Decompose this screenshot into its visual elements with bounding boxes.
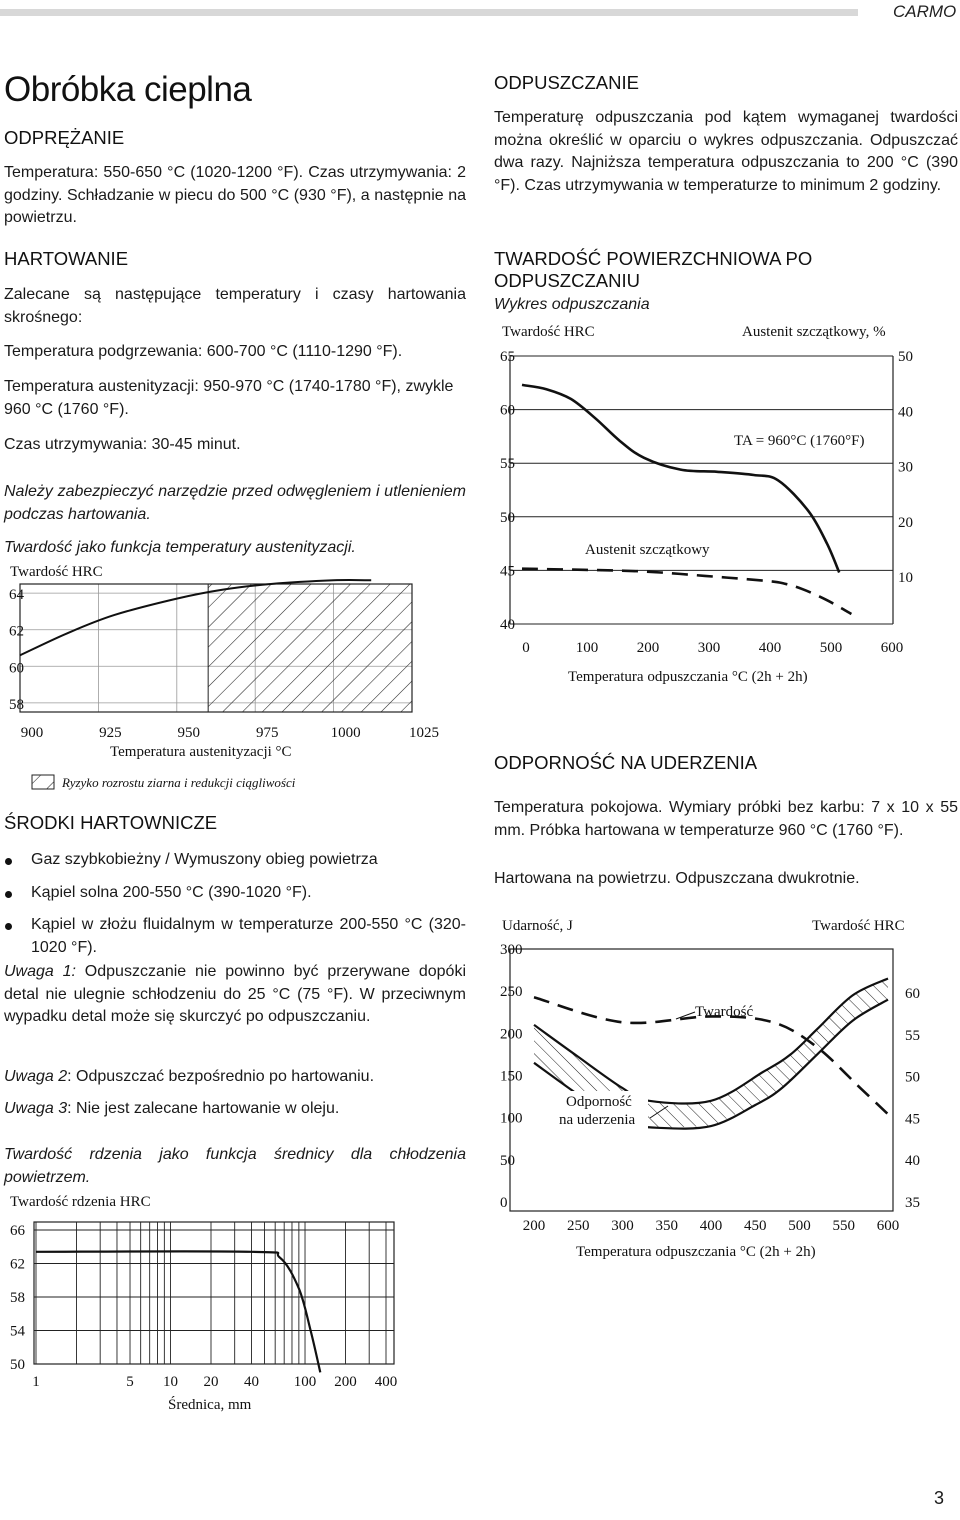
c2-ytick: 65	[500, 349, 515, 365]
c3-xtick: 250	[567, 1218, 590, 1234]
bullet-dot	[5, 858, 12, 865]
note-1	[4, 961, 466, 1029]
c4-xlabel: Średnica, mm	[168, 1397, 252, 1413]
c3-xtick: 550	[832, 1218, 855, 1234]
c4-xtick: 200	[334, 1374, 357, 1390]
c2-ytick: 60	[500, 402, 515, 419]
c2-xlabel: Temperatura odpuszczania °C (2h + 2h)	[568, 669, 808, 685]
c3-impact-label-2: na uderzenia	[559, 1112, 636, 1128]
note-3-label: Uwaga 3	[4, 1100, 68, 1117]
bullet-dot	[5, 891, 12, 898]
austenitizing-chart	[0, 558, 470, 800]
impact-text-2: Hartowana na powietrzu. Odpuszczana dwukrotnie.	[494, 870, 860, 887]
c2-xtick: 0	[522, 640, 530, 656]
c2-y2tick: 10	[898, 570, 913, 586]
holding-text: Czas utrzymywania: 30-45 minut.	[4, 436, 241, 453]
brand-label: CARMO	[893, 2, 957, 21]
c1-hatched-region	[208, 584, 412, 712]
c2-y2label: Austenit szczątkowy, %	[742, 324, 886, 340]
c1-xtick: 1000	[330, 725, 361, 741]
c1-legend-swatch	[32, 775, 54, 789]
c4-core-hardness-line	[36, 1251, 320, 1372]
c3-y2tick: 35	[905, 1195, 920, 1211]
c2-ylabel: Twardość HRC	[502, 324, 595, 340]
c4-xtick: 20	[203, 1374, 219, 1390]
preheat-text: Temperatura podgrzewania: 600-700 °C (1110-1290 °F).	[4, 343, 403, 360]
stress-relief-heading: ODPRĘŻANIE	[4, 127, 125, 148]
c4-ylabel: Twardość rdzenia HRC	[10, 1194, 151, 1210]
c1-xlabel: Temperatura austenityzacji °C	[110, 744, 292, 760]
c2-aust-label: Austenit szczątkowy	[585, 542, 710, 558]
c4-ytick: 66	[10, 1223, 25, 1239]
c3-ytick: 0	[500, 1195, 508, 1211]
stress-relief-text: Temperatura: 550-650 °C (1020-1200 °F). Czas utrzymywania: 2 godziny. Schładzanie w piecu do 500 °C (930 °F), a następnie na powietrzu.	[4, 164, 466, 226]
quench-media-list	[4, 849, 466, 969]
c3-xtick: 400	[699, 1218, 723, 1234]
c4-xtick: 10	[163, 1374, 179, 1390]
quench-item-text: Kąpiel w złożu fluidalnym w temperaturze 200-550 °C (320-1020 °F).	[31, 916, 466, 956]
core-hardness-chart	[0, 1186, 470, 1418]
c2-y2tick: 40	[898, 404, 913, 421]
c3-ytick: 300	[500, 942, 523, 958]
quench-item	[4, 914, 466, 959]
c4-xtick: 100	[293, 1374, 317, 1390]
c1-xtick: 925	[99, 725, 122, 741]
c2-xtick: 600	[880, 640, 904, 656]
c3-ytick: 200	[500, 1026, 523, 1043]
c1-ytick: 60	[9, 660, 24, 677]
c3-ytick: 100	[500, 1110, 523, 1127]
c3-xtick: 500	[788, 1218, 811, 1234]
note-2	[4, 1066, 466, 1089]
c1-xtick: 950	[177, 725, 201, 741]
c3-ylabel: Udarność, J	[502, 918, 573, 934]
c3-xtick: 200	[522, 1218, 546, 1234]
c4-xtick: 400	[374, 1374, 398, 1390]
c4-xtick: 5	[126, 1374, 134, 1390]
c1-ytick: 62	[9, 623, 24, 640]
austenitizing-text: Temperatura austenityzacji: 950-970 °C (1740-1780 °F), zwykle 960 °C (1760 °F).	[4, 378, 454, 418]
c3-impact-label-1: Odporność	[566, 1094, 632, 1110]
c4-xtick: 1	[32, 1374, 40, 1390]
quench-media-heading: ŚRODKI HARTOWNICZE	[4, 812, 218, 833]
c2-xtick: 300	[697, 640, 721, 656]
tempering-heading: ODPUSZCZANIE	[494, 72, 639, 93]
impact-text-1: Temperatura pokojowa. Wymiary próbki bez karbu: 7 x 10 x 55 mm. Próbka hartowana w temperaturze 960 °C (1760 °F).	[494, 799, 958, 839]
c4-ytick: 58	[10, 1290, 25, 1306]
c3-hard-label: Twardość	[695, 1004, 754, 1020]
c3-y2tick: 45	[905, 1111, 920, 1128]
c3-xlabel: Temperatura odpuszczania °C (2h + 2h)	[576, 1244, 816, 1260]
c1-xtick: 900	[20, 725, 44, 741]
c2-xtick: 400	[758, 640, 782, 656]
note-1-label: Uwaga 1:	[4, 963, 76, 980]
tempering-chart	[490, 314, 960, 694]
c3-xtick: 350	[655, 1218, 678, 1234]
c2-ytick: 55	[500, 456, 515, 473]
note-3-text: : Nie jest zalecane hartowanie w oleju.	[67, 1100, 340, 1117]
note-2-label: Uwaga 2	[4, 1068, 68, 1085]
tempering-text: Temperaturę odpuszczania pod kątem wymaganej twardości można określić w oparciu o wykres odpuszczania. Odpuszczać dwa razy. Najniższa temperatura odpuszczania to 200 °C (390 °F). Czas utrzymywania w temperaturze to minimum 2 godziny.	[494, 109, 958, 194]
impact-heading: ODPORNOŚĆ NA UDERZENIA	[494, 752, 758, 773]
c4-xtick: 40	[243, 1374, 259, 1390]
impact-chart	[490, 908, 960, 1264]
surface-hardness-heading: TWARDOŚĆ POWIERZCHNIOWA PO ODPUSZCZANIU	[494, 248, 813, 291]
c3-y2tick: 60	[905, 986, 920, 1002]
c1-xtick: 1025	[409, 725, 439, 741]
c1-ytick: 58	[9, 696, 24, 713]
quench-item	[4, 849, 466, 872]
c2-xtick: 100	[575, 640, 599, 656]
c3-ytick: 50	[500, 1152, 515, 1169]
c2-ytick: 50	[500, 509, 515, 526]
core-hardness-caption: Twardość rdzenia jako funkcja średnicy dla chłodzenia powietrzem.	[4, 1146, 466, 1186]
c2-y2tick: 30	[898, 459, 913, 476]
hardening-intro: Zalecane są następujące temperatury i czasy hartowania skrośnego:	[4, 286, 466, 326]
hardening-heading: HARTOWANIE	[4, 248, 129, 269]
c4-ytick: 54	[10, 1323, 25, 1340]
tempering-chart-caption: Wykres odpuszczania	[494, 296, 650, 313]
c3-ytick: 150	[500, 1068, 523, 1085]
note-2-text: : Odpuszczać bezpośrednio po hartowaniu.	[67, 1068, 375, 1085]
c2-annotation: TA = 960°C (1760°F)	[734, 433, 865, 449]
hardness-chart-caption: Twardość jako funkcja temperatury austenityzacji.	[4, 539, 356, 556]
c3-ytick: 250	[500, 984, 523, 1001]
c3-y2label: Twardość HRC	[812, 918, 905, 934]
c2-y2tick: 20	[898, 514, 913, 531]
bullet-dot	[5, 923, 12, 930]
c1-ytick: 64	[9, 587, 24, 604]
c2-ytick: 45	[500, 563, 515, 580]
c3-xtick: 600	[876, 1218, 900, 1234]
c4-ytick: 50	[10, 1357, 25, 1373]
c1-legend: Ryzyko rozrostu ziarna i redukcji ciągliwości	[62, 775, 296, 790]
c2-xtick: 500	[819, 640, 843, 656]
page-number: 3	[934, 1488, 945, 1508]
quench-item	[4, 882, 466, 905]
quench-item-text: Gaz szybkobieżny / Wymuszony obieg powietrza	[31, 851, 378, 868]
c2-ytick: 40	[500, 617, 515, 633]
c3-y2tick: 55	[905, 1027, 920, 1044]
c3-y2tick: 50	[905, 1069, 920, 1086]
c4-ytick: 62	[10, 1256, 25, 1273]
header-bar	[0, 9, 858, 16]
c1-xtick: 975	[255, 725, 279, 741]
c3-xtick: 450	[744, 1218, 767, 1234]
note-3	[4, 1098, 466, 1121]
protect-note: Należy zabezpieczyć narzędzie przed odwęgleniem i utlenieniem podczas hartowania.	[4, 483, 466, 523]
c1-ylabel: Twardość HRC	[10, 564, 103, 580]
quench-item-text: Kąpiel solna 200-550 °C (390-1020 °F).	[31, 883, 312, 901]
note-1-text: Odpuszczanie nie powinno być przerywane dopóki detal nie ulegnie schłodzeniu do 25 °C (75 °F). W przeciwnym wypadku detal może się skurczyć po odpuszczaniu.	[4, 963, 467, 1025]
c2-y2tick: 50	[898, 349, 913, 365]
page-title: Obróbka cieplna	[4, 70, 252, 109]
c3-xtick: 300	[611, 1218, 634, 1234]
c3-y2tick: 40	[905, 1153, 920, 1170]
c2-xtick: 200	[636, 640, 660, 656]
